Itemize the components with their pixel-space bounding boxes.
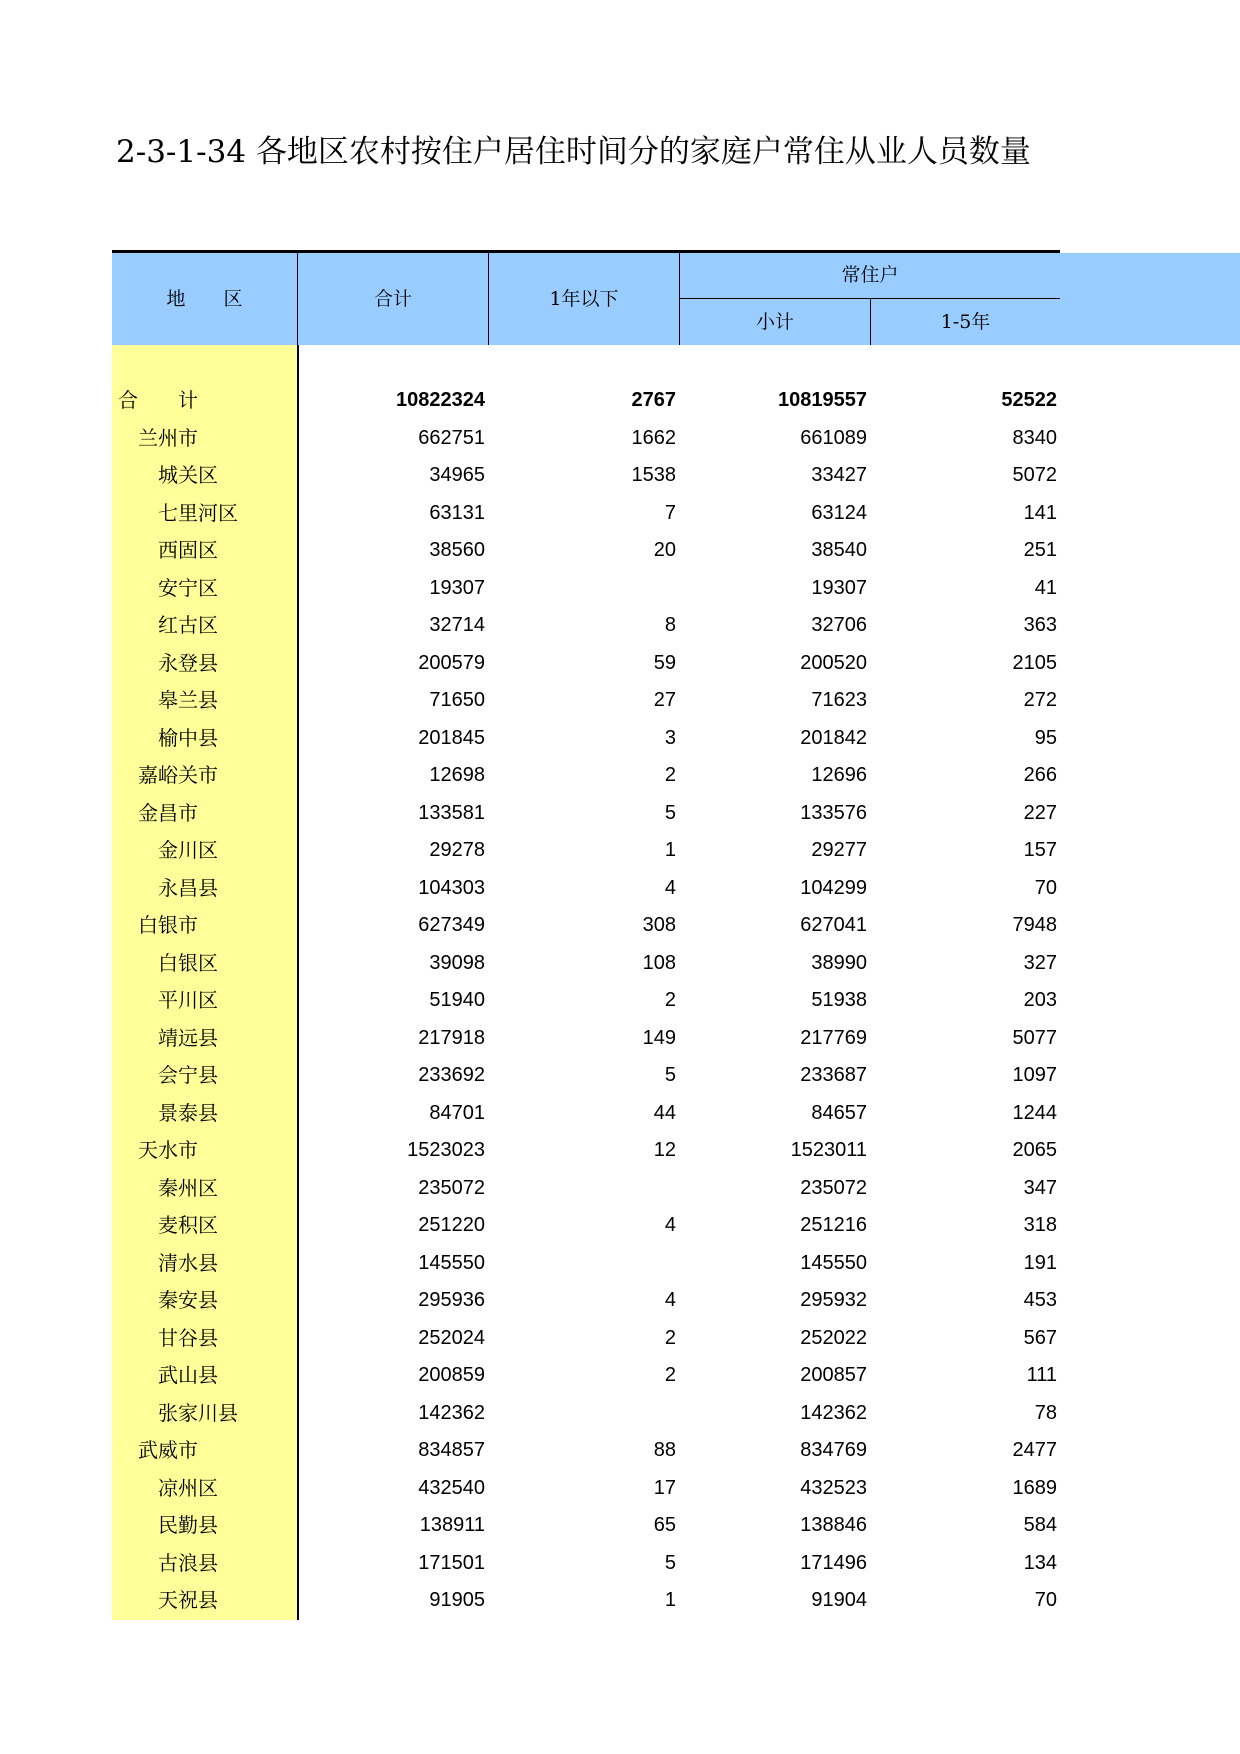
subtotal-value: 627041: [800, 914, 867, 936]
1-5-years-value: 78: [1034, 1401, 1057, 1424]
under-1-year-value: 20: [653, 539, 676, 561]
total-value: 10822324: [396, 389, 485, 411]
header-divider: [297, 253, 298, 345]
table-row: [112, 795, 1060, 832]
subtotal-value: 200857: [800, 1364, 867, 1386]
total-value: 39098: [429, 951, 485, 974]
1-5-years-value: 95: [1034, 726, 1057, 749]
under-1-year-value: 4: [664, 1214, 676, 1236]
header-region: 地 区: [166, 288, 243, 310]
table-row: [112, 682, 1060, 719]
total-value: 133581: [418, 801, 485, 824]
table-row: [112, 570, 1060, 607]
subtotal-value: 171496: [800, 1551, 867, 1574]
total-value: 63131: [429, 501, 485, 524]
region-name: 七里河区: [158, 500, 238, 525]
total-value: 51940: [429, 989, 485, 1011]
1-5-years-value: 52522: [1001, 389, 1057, 411]
under-1-year-value: 17: [653, 1476, 676, 1499]
under-1-year-value: 5: [664, 801, 676, 824]
total-value: 1523023: [407, 1139, 485, 1161]
table-row: [112, 720, 1060, 757]
under-1-year-value: 7: [664, 501, 676, 524]
1-5-years-value: 134: [1023, 1551, 1057, 1574]
region-name: 嘉峪关市: [138, 763, 218, 787]
subtotal-value: 38540: [811, 539, 867, 561]
under-1-year-value: 65: [653, 1514, 676, 1536]
subtotal-value: 432523: [800, 1476, 867, 1499]
subtotal-value: 834769: [800, 1439, 867, 1461]
region-name: 永登县: [158, 650, 218, 675]
under-1-year-value: 5: [664, 1064, 676, 1086]
table-row: [112, 457, 1060, 494]
1-5-years-value: 567: [1023, 1326, 1057, 1349]
subtotal-value: 32706: [811, 614, 867, 636]
table-row: [112, 1545, 1060, 1582]
1-5-years-value: 5077: [1012, 1026, 1057, 1049]
subtotal-value: 19307: [811, 576, 867, 599]
table-row: [112, 1170, 1060, 1207]
table-row: [112, 945, 1060, 982]
under-1-year-value: 8: [664, 614, 676, 636]
region-name: 靖远县: [158, 1025, 218, 1050]
1-5-years-value: 327: [1023, 951, 1057, 974]
under-1-year-value: 1662: [631, 426, 676, 449]
total-value: 200579: [418, 651, 485, 674]
table-row: [112, 645, 1060, 682]
table-row: [112, 870, 1060, 907]
total-value: 627349: [418, 914, 485, 936]
1-5-years-value: 191: [1023, 1251, 1057, 1274]
under-1-year-value: 88: [653, 1439, 676, 1461]
1-5-years-value: 347: [1023, 1176, 1057, 1199]
subtotal-value: 133576: [800, 801, 867, 824]
1-5-years-value: 203: [1023, 989, 1057, 1011]
total-value: 19307: [429, 576, 485, 599]
subtotal-value: 233687: [800, 1064, 867, 1086]
under-1-year-value: 108: [642, 951, 676, 974]
region-name: 合 计: [118, 388, 198, 412]
total-value: 34965: [429, 464, 485, 486]
table-row: [112, 1507, 1060, 1544]
region-name: 平川区: [158, 988, 218, 1012]
region-name: 秦州区: [158, 1175, 218, 1200]
region-name: 凉州区: [158, 1475, 218, 1500]
1-5-years-value: 41: [1034, 576, 1057, 599]
region-name: 天祝县: [158, 1588, 218, 1612]
page-title: 2-3-1-34 各地区农村按住户居住时间分的家庭户常住从业人员数量: [116, 134, 1031, 170]
header-divider: [870, 299, 871, 345]
1-5-years-value: 70: [1034, 1589, 1057, 1611]
header-divider: [488, 253, 489, 345]
under-1-year-value: 27: [653, 689, 676, 711]
1-5-years-value: 266: [1023, 764, 1057, 786]
subtotal-value: 252022: [800, 1326, 867, 1349]
subtotal-value: 12696: [811, 764, 867, 786]
under-1-year-value: 3: [664, 726, 676, 749]
total-value: 217918: [418, 1026, 485, 1049]
total-value: 235072: [418, 1176, 485, 1199]
region-name: 清水县: [158, 1250, 218, 1275]
region-name: 金昌市: [138, 800, 198, 825]
1-5-years-value: 157: [1023, 839, 1057, 861]
total-value: 233692: [418, 1064, 485, 1086]
under-1-year-value: 2: [664, 764, 676, 786]
1-5-years-value: 1689: [1012, 1476, 1057, 1499]
under-1-year-value: 1538: [631, 464, 676, 486]
1-5-years-value: 141: [1023, 501, 1057, 524]
header-divider: [679, 298, 1060, 299]
table-row: [112, 1320, 1060, 1357]
1-5-years-value: 8340: [1012, 426, 1057, 449]
total-value: 71650: [429, 689, 485, 711]
table-row: [112, 907, 1060, 944]
subtotal-value: 71623: [811, 689, 867, 711]
1-5-years-value: 1097: [1012, 1064, 1057, 1086]
region-name: 西固区: [158, 538, 218, 562]
region-name: 天水市: [138, 1138, 198, 1162]
under-1-year-value: 2: [664, 989, 676, 1011]
table-row: [112, 982, 1060, 1019]
under-1-year-value: 308: [642, 914, 676, 936]
1-5-years-value: 584: [1023, 1514, 1057, 1536]
table-row: [112, 1207, 1060, 1244]
table-row: [112, 1470, 1060, 1507]
region-name: 甘谷县: [158, 1325, 218, 1350]
total-value: 201845: [418, 726, 485, 749]
table-row: [112, 1057, 1060, 1094]
table-row: [112, 757, 1060, 794]
table-row: [112, 607, 1060, 644]
under-1-year-value: [489, 1395, 676, 1432]
1-5-years-value: 272: [1023, 689, 1057, 711]
table-row: [112, 1395, 1060, 1432]
subtotal-value: 200520: [800, 651, 867, 674]
under-1-year-value: 1: [664, 1589, 676, 1611]
header-resident: 常住户: [841, 264, 899, 286]
total-value: 252024: [418, 1326, 485, 1349]
region-name: 景泰县: [158, 1100, 218, 1125]
table-header: [112, 253, 1240, 345]
1-5-years-value: 5072: [1012, 464, 1057, 486]
1-5-years-value: 363: [1023, 614, 1057, 636]
under-1-year-value: 4: [664, 876, 676, 899]
header-subtotal: 小计: [755, 311, 794, 333]
region-name: 金川区: [158, 838, 218, 862]
header-divider: [679, 253, 680, 345]
table-row: [112, 495, 1060, 532]
total-value: 834857: [418, 1439, 485, 1461]
1-5-years-value: 1244: [1012, 1101, 1057, 1124]
region-name: 红古区: [158, 613, 218, 637]
1-5-years-value: 2065: [1012, 1139, 1057, 1161]
subtotal-value: 201842: [800, 726, 867, 749]
header-1-5-years: 1-5年: [940, 311, 991, 333]
total-value: 84701: [429, 1101, 485, 1124]
region-name: 兰州市: [138, 425, 198, 450]
subtotal-value: 138846: [800, 1514, 867, 1536]
table-row: [112, 420, 1060, 457]
subtotal-value: 295932: [800, 1289, 867, 1311]
table-row: [112, 1245, 1060, 1282]
under-1-year-value: 2: [664, 1364, 676, 1386]
subtotal-value: 33427: [811, 464, 867, 486]
region-name: 麦积区: [158, 1213, 218, 1237]
subtotal-value: 10819557: [778, 389, 867, 411]
region-name: 武威市: [138, 1438, 198, 1462]
total-value: 138911: [419, 1514, 485, 1536]
region-name: 白银市: [138, 913, 198, 937]
under-1-year-value: 149: [642, 1026, 676, 1049]
subtotal-value: 91904: [811, 1589, 867, 1611]
header-under-1-year: 1年以下: [549, 288, 619, 310]
under-1-year-value: [489, 1245, 676, 1282]
under-1-year-value: 44: [653, 1101, 676, 1124]
total-value: 251220: [418, 1214, 485, 1236]
under-1-year-value: [489, 1170, 676, 1207]
region-name: 武山县: [158, 1363, 218, 1387]
subtotal-value: 38990: [811, 951, 867, 974]
table-row: [112, 1432, 1060, 1469]
1-5-years-value: 7948: [1012, 914, 1057, 936]
1-5-years-value: 318: [1023, 1214, 1057, 1236]
total-value: 662751: [418, 426, 485, 449]
subtotal-value: 661089: [800, 426, 867, 449]
total-value: 29278: [429, 839, 485, 861]
total-value: 171501: [418, 1551, 485, 1574]
total-value: 145550: [418, 1251, 485, 1274]
region-name: 皋兰县: [158, 688, 218, 712]
table-row: [112, 1582, 1060, 1619]
region-name: 永昌县: [158, 875, 218, 900]
under-1-year-value: 2: [664, 1326, 676, 1349]
1-5-years-value: 2477: [1012, 1439, 1057, 1461]
subtotal-value: 1523011: [790, 1139, 867, 1161]
region-name: 白银区: [158, 950, 218, 975]
1-5-years-value: 227: [1023, 801, 1057, 824]
table-row: [112, 1282, 1060, 1319]
under-1-year-value: 12: [653, 1139, 676, 1161]
under-1-year-value: 2767: [631, 389, 676, 411]
table-row: [112, 1020, 1060, 1057]
region-name: 张家川县: [158, 1400, 238, 1425]
1-5-years-value: 2105: [1012, 651, 1057, 674]
region-name: 古浪县: [158, 1550, 218, 1575]
table-row: [112, 1095, 1060, 1132]
table-row: [112, 832, 1060, 869]
subtotal-value: 51938: [811, 989, 867, 1011]
total-value: 32714: [429, 614, 485, 636]
subtotal-value: 142362: [800, 1401, 867, 1424]
under-1-year-value: [489, 570, 676, 607]
table-row: [112, 532, 1060, 569]
subtotal-value: 104299: [800, 876, 867, 899]
total-value: 12698: [429, 764, 485, 786]
under-1-year-value: 1: [664, 839, 676, 861]
under-1-year-value: 5: [664, 1551, 676, 1574]
subtotal-value: 29277: [811, 839, 867, 861]
subtotal-value: 145550: [800, 1251, 867, 1274]
region-name: 安宁区: [158, 575, 218, 600]
subtotal-value: 251216: [800, 1214, 867, 1236]
table-row: [112, 1357, 1060, 1394]
total-value: 295936: [418, 1289, 485, 1311]
under-1-year-value: 59: [653, 651, 676, 674]
region-name: 城关区: [158, 463, 218, 487]
total-value: 104303: [418, 876, 485, 899]
region-name: 秦安县: [158, 1288, 218, 1312]
subtotal-value: 84657: [811, 1101, 867, 1124]
header-total: 合计: [373, 288, 412, 310]
1-5-years-value: 251: [1023, 539, 1057, 561]
total-value: 432540: [418, 1476, 485, 1499]
subtotal-value: 63124: [811, 501, 867, 524]
table-row: [112, 382, 1060, 419]
total-value: 38560: [429, 539, 485, 561]
region-name: 会宁县: [158, 1063, 218, 1087]
total-value: 142362: [418, 1401, 485, 1424]
region-name: 民勤县: [158, 1513, 218, 1537]
region-name: 榆中县: [158, 725, 218, 750]
1-5-years-value: 111: [1026, 1364, 1057, 1386]
1-5-years-value: 70: [1034, 876, 1057, 899]
1-5-years-value: 453: [1023, 1289, 1057, 1311]
total-value: 200859: [418, 1364, 485, 1386]
total-value: 91905: [429, 1589, 485, 1611]
table-row: [112, 1132, 1060, 1169]
subtotal-value: 217769: [800, 1026, 867, 1049]
subtotal-value: 235072: [800, 1176, 867, 1199]
under-1-year-value: 4: [664, 1289, 676, 1311]
